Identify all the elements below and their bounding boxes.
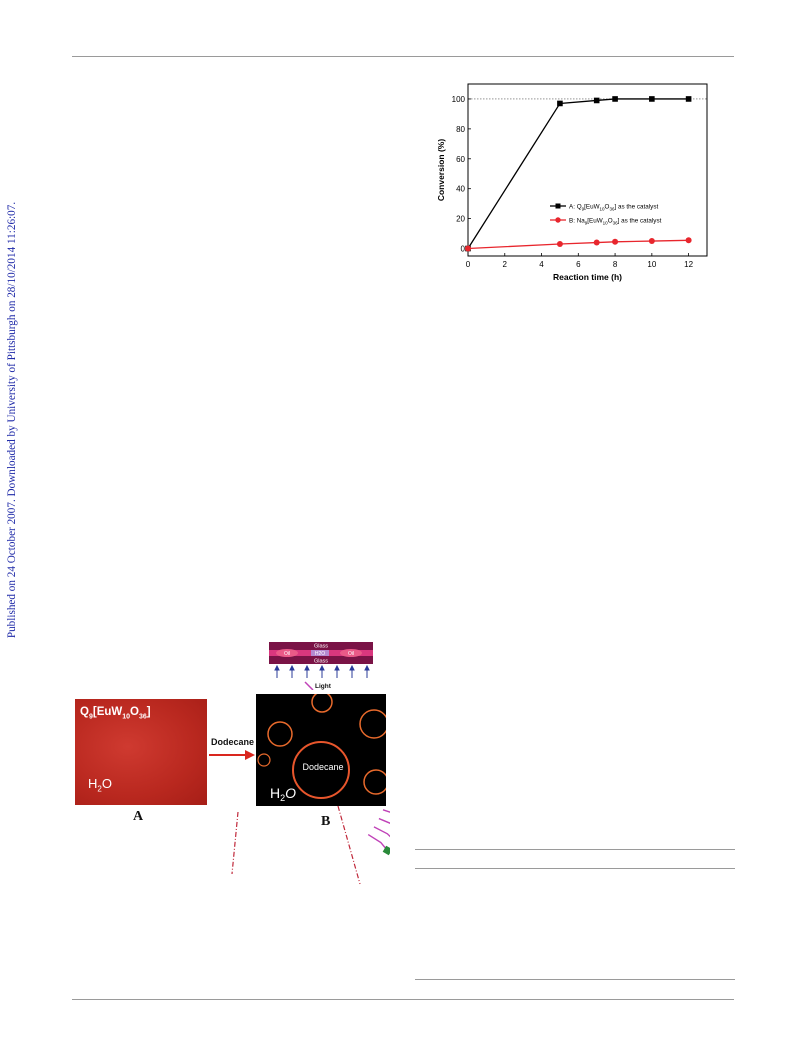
data-point bbox=[594, 240, 600, 246]
water-sub: 2 bbox=[280, 793, 286, 803]
data-point bbox=[686, 237, 692, 243]
title-part: O bbox=[130, 706, 139, 718]
arrow-label: Dodecane bbox=[211, 737, 255, 747]
legend-text-part: 36 bbox=[612, 220, 618, 226]
title-part: ] bbox=[146, 706, 151, 718]
legend-text-part: 9 bbox=[584, 220, 588, 226]
y-tick-label: 60 bbox=[456, 154, 465, 164]
oil-left-label: Oil bbox=[283, 651, 291, 657]
x-tick-label: 4 bbox=[539, 260, 544, 269]
y-tick-label: 20 bbox=[456, 214, 465, 224]
micelle-chains bbox=[368, 804, 390, 855]
bottom-rule bbox=[72, 999, 734, 1000]
data-point bbox=[594, 98, 600, 104]
title-part: Q bbox=[80, 706, 89, 718]
legend-text-part: O bbox=[607, 217, 613, 225]
x-tick-label: 12 bbox=[684, 260, 694, 269]
top-rule bbox=[72, 56, 734, 57]
water-part: O bbox=[101, 776, 112, 791]
emulsion-cell-diagram bbox=[267, 640, 375, 690]
data-point bbox=[686, 96, 692, 102]
legend-text-part: 10 bbox=[599, 206, 605, 212]
data-point bbox=[557, 101, 563, 107]
side-note-text[interactable]: Published on 24 October 2007. Downloaded by University of Pittsburgh on 28/10/2014 11:26:07. bbox=[6, 201, 18, 639]
title-part: [EuW bbox=[92, 706, 123, 718]
panel-b-label: B bbox=[321, 814, 331, 829]
panel-b-image bbox=[256, 694, 386, 806]
surfactant-chain bbox=[379, 819, 390, 831]
x-tick-label: 6 bbox=[576, 260, 581, 269]
data-point bbox=[649, 96, 655, 102]
panel-a-label: A bbox=[133, 809, 144, 824]
data-point bbox=[612, 239, 618, 245]
series-line bbox=[468, 240, 689, 248]
legend-text-part: A: Q bbox=[569, 203, 582, 211]
series-line bbox=[468, 99, 689, 249]
y-axis-label: Conversion (%) bbox=[436, 138, 446, 202]
glass-bottom-label: Glass bbox=[313, 658, 329, 665]
plot-frame bbox=[468, 84, 707, 256]
panel-a-water-label bbox=[88, 776, 112, 794]
data-point bbox=[649, 238, 655, 244]
legend-text-part: [EuW bbox=[587, 217, 603, 225]
x-tick-label: 0 bbox=[465, 260, 471, 269]
x-tick-label: 2 bbox=[502, 260, 507, 269]
table-rule-1 bbox=[415, 849, 735, 850]
water-label: H2O bbox=[314, 651, 326, 657]
x-tick-label: 10 bbox=[647, 260, 657, 269]
micelle-diagram bbox=[220, 804, 390, 924]
panel-b-micrograph bbox=[256, 694, 386, 806]
legend-text-part: ] as the catalyst bbox=[614, 203, 659, 211]
y-tick-label: 0 bbox=[460, 244, 465, 254]
legend-text-part: 36 bbox=[609, 206, 615, 212]
data-point bbox=[612, 96, 618, 102]
surfactant-chain bbox=[386, 804, 390, 808]
legend-marker bbox=[555, 217, 560, 222]
water-part: H bbox=[88, 776, 98, 791]
publication-side-note bbox=[2, 200, 22, 640]
x-tick-label: 8 bbox=[612, 260, 618, 269]
chart-svg bbox=[432, 76, 717, 288]
data-point bbox=[557, 241, 563, 247]
conversion-chart bbox=[432, 76, 717, 288]
pointer-arrow bbox=[305, 682, 313, 690]
table-rule-3 bbox=[415, 979, 735, 980]
surfactant-chain bbox=[383, 810, 390, 819]
light-arrows bbox=[275, 666, 369, 678]
legend-label bbox=[569, 218, 662, 226]
oil-right-label: Oil bbox=[347, 651, 355, 657]
red-arrow-icon bbox=[209, 750, 255, 760]
legend-text-part: ] as the catalyst bbox=[617, 217, 662, 225]
legend-text-part: 10 bbox=[602, 220, 608, 226]
surfactant-chain bbox=[368, 835, 387, 851]
title-sub: 10 bbox=[122, 713, 131, 721]
legend-text-part: O bbox=[604, 203, 610, 211]
legend-text-part: B: Na bbox=[569, 217, 585, 225]
water-part: H bbox=[270, 785, 281, 801]
y-tick-label: 80 bbox=[456, 124, 465, 134]
title-sub: 36 bbox=[139, 713, 147, 721]
water-sub: 2 bbox=[97, 784, 102, 794]
y-tick-label: 100 bbox=[451, 94, 465, 104]
x-axis-label: Reaction time (h) bbox=[553, 272, 622, 282]
y-tick-label: 40 bbox=[456, 184, 465, 194]
glass-top-label: Glass bbox=[313, 643, 329, 650]
figure-emulsion bbox=[60, 634, 400, 924]
panel-a-image bbox=[75, 699, 207, 805]
light-label: Light bbox=[315, 683, 331, 690]
zoom-line-right bbox=[338, 806, 360, 884]
panel-a-title bbox=[80, 706, 151, 720]
legend-label bbox=[569, 204, 658, 212]
table-rule-2 bbox=[415, 868, 735, 869]
surfactant-chain bbox=[374, 827, 390, 841]
data-point bbox=[465, 246, 471, 252]
title-sub: 9 bbox=[88, 713, 93, 721]
panel-b-droplet-label: Dodecane bbox=[302, 762, 344, 772]
water-part: O bbox=[285, 785, 297, 801]
legend-marker bbox=[556, 204, 561, 209]
legend-text-part: 9 bbox=[581, 206, 585, 212]
legend-text-part: [EuW bbox=[584, 203, 600, 211]
zoom-line-left bbox=[232, 812, 238, 874]
